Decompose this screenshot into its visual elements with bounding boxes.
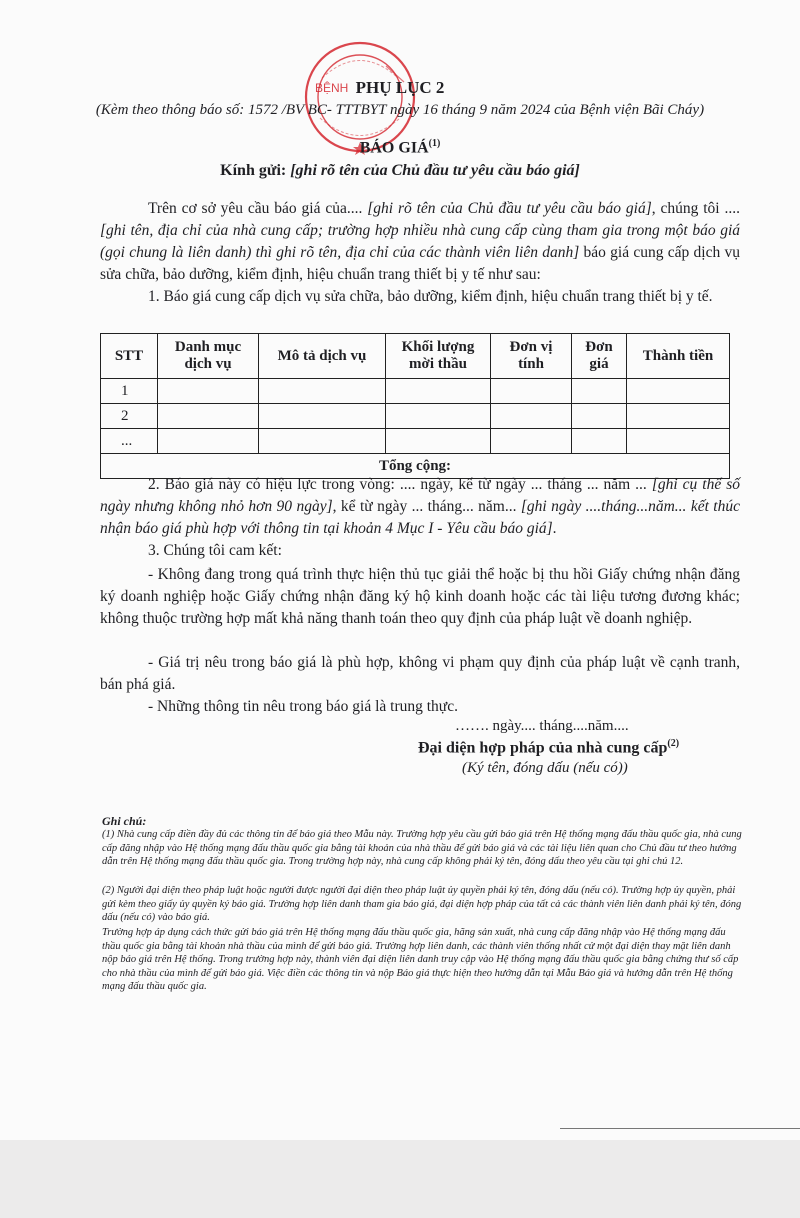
table-cell — [491, 429, 572, 454]
signature-date-line: ……. ngày.... tháng....năm.... — [455, 718, 629, 734]
table-row — [101, 429, 730, 454]
signature-note-mark: (2) — [667, 738, 680, 749]
column-header: Thành tiền — [627, 334, 730, 379]
stamp-text: BỆNH — [315, 81, 349, 95]
table-cell — [386, 404, 491, 429]
table-cell — [572, 429, 627, 454]
commitment-2: - Giá trị nêu trong báo giá là phù hợp, không vi phạm quy định của pháp luật về cạnh tranh, bán phá giá. — [100, 654, 740, 693]
commitment-1: - Không đang trong quá trình thực hiện thủ tục giải thể hoặc bị thu hồi Giấy chứng nhận đăng ký doanh nghiệp hoặc Giấy chứng nhận đăng ký hộ kinh doanh hoặc các tài liệu tương đương khác; không thuộc trường hợp mất khả năng thanh toán theo quy định của pháp luật về doanh nghiệp. — [100, 566, 740, 627]
table-cell — [491, 404, 572, 429]
table-cell — [491, 379, 572, 404]
note-3: Trường hợp áp dụng cách thức gửi báo giá trên Hệ thống mạng đấu thầu quốc gia, hãng sản xuất, nhà cung cấp đăng nhập vào Hệ thống mạng đấu thầu quốc gia bằng tài khoản nhà thầu của mình để gửi báo giá. Trường hợp liên danh, các thành viên thống nhất cử một đại diện thay mặt liên danh nộp báo giá trên Hệ thống. Trong trường hợp này, thành viên đại diện liên danh truy cập vào Hệ thống mạng đấu thầu quốc gia bằng chứng thư số cấp cho nhà thầu của mình để gửi báo giá. Việc điền các thông tin và nộp Báo giá thực hiện theo hướng dẫn tại Mẫu Báo giá và hướng dẫn trên Hệ thống mạng đấu thầu quốc gia. — [102, 927, 739, 992]
validity-text-1: 2. Báo giá này có hiệu lực trong vòng: .... ngày, kể từ ngày ... tháng ... năm ... — [148, 476, 652, 493]
quote-title-text: BÁO GIÁ — [359, 139, 429, 157]
table-cell — [386, 429, 491, 454]
document-subtitle: (Kèm theo thông báo số: 1572 /BV BC- TTTBYT ngày 16 tháng 9 năm 2024 của Bệnh viện Bãi Cháy) — [95, 102, 705, 118]
page-bottom-line — [560, 1128, 800, 1129]
table-row — [101, 404, 730, 429]
recipient-value: [ghi rõ tên của Chủ đầu tư yêu cầu báo giá] — [290, 162, 580, 179]
table-cell-stt: 1 — [101, 379, 158, 404]
table-cell — [572, 379, 627, 404]
column-header: Đơn giá — [572, 334, 627, 379]
table-cell — [572, 404, 627, 429]
recipient-line — [0, 162, 800, 180]
table-cell — [627, 429, 730, 454]
column-header: Danh mục dịch vụ — [158, 334, 259, 379]
column-header: Đơn vị tính — [491, 334, 572, 379]
signature-representative-text: Đại diện hợp pháp của nhà cung cấp — [418, 739, 668, 757]
table-cell — [627, 379, 730, 404]
note-2: (2) Người đại diện theo pháp luật hoặc người được người đại diện theo pháp luật ủy quyền phải ký tên, đóng dấu (nếu có). Trường hợp ủy quyền, phải gửi kèm theo giấy ủy quyền ký báo giá. Trường hợp liên danh tham gia báo giá, đại diện hợp pháp của tất cả các thành viên liên danh phải ký tên, đóng dấu (nếu có) vào báo giá. — [102, 885, 742, 923]
recipient-label: Kính gửi: — [220, 162, 291, 179]
column-header: Mô tả dịch vụ — [259, 334, 386, 379]
table-cell — [158, 429, 259, 454]
intro-text-5: báo giá cung cấp dịch vụ sửa chữa, bảo dưỡng, kiểm định, hiệu chuẩn trang thiết bị y tế như sau: — [100, 244, 740, 283]
table-total-label: Tổng cộng: — [101, 454, 730, 479]
table-cell — [158, 379, 259, 404]
table-row — [101, 379, 730, 404]
intro-text-3: , chúng tôi .... — [651, 200, 740, 217]
commitments-heading: 3. Chúng tôi cam kết: — [148, 542, 282, 559]
validity-text-4: [ghi ngày ....tháng...năm... kết thúc nhận báo giá phù hợp với thông tin tại khoản 4 Mục I - Yêu cầu báo giá] — [100, 498, 740, 537]
commitment-3: - Những thông tin nêu trong báo giá là trung thực. — [148, 698, 458, 715]
table-cell — [259, 379, 386, 404]
notes-heading: Ghi chú: — [102, 814, 147, 828]
table-cell-stt: 2 — [101, 404, 158, 429]
intro-text-4: [ghi tên, địa chỉ của nhà cung cấp; trường hợp nhiều nhà cung cấp cùng tham gia trong một báo giá (gọi chung là liên danh) thì ghi rõ tên, địa chỉ của các thành viên liên danh] — [100, 222, 740, 261]
table-cell — [627, 404, 730, 429]
validity-text-2: [ghi cụ thể số ngày nhưng không nhỏ hơn 90 ngày] — [100, 476, 740, 515]
validity-text-5: . — [552, 520, 557, 537]
signature-instruction: (Ký tên, đóng dấu (nếu có)) — [462, 760, 628, 776]
validity-text-3: , kể từ ngày ... tháng... năm... — [332, 498, 521, 515]
note-1: (1) Nhà cung cấp điền đầy đủ các thông tin để báo giá theo Mẫu này. Trường hợp yêu cầu gửi báo giá trên Hệ thống mạng đấu thầu quốc gia, nhà cung cấp đăng nhập vào Hệ thống mạng đấu thầu quốc gia bằng tài khoản của nhà thầu để gửi báo giá và các tài liệu liên quan cho Chủ đầu tư theo hướng dẫn trên Hệ thống mạng đấu thầu quốc gia. Trong trường hợp này, nhà cung cấp không phải ký tên, đóng dấu theo yêu cầu tại ghi chú 12. — [102, 829, 742, 867]
quote-title — [0, 138, 800, 157]
intro-text-1: Trên cơ sở yêu cầu báo giá của.... — [148, 200, 368, 217]
table-cell — [158, 404, 259, 429]
column-header: Khối lượng mời thầu — [386, 334, 491, 379]
validity-paragraph — [100, 474, 740, 540]
section-1-heading: 1. Báo giá cung cấp dịch vụ sửa chữa, bảo dưỡng, kiểm định, hiệu chuẩn trang thiết bị y tế. — [148, 288, 713, 305]
quote-table — [100, 333, 730, 479]
table-cell-stt: ... — [101, 429, 158, 454]
signature-representative — [418, 738, 679, 757]
intro-text-2: [ghi rõ tên của Chủ đầu tư yêu cầu báo giá] — [367, 200, 652, 217]
quote-note-mark: (1) — [428, 138, 441, 149]
table-cell — [259, 429, 386, 454]
appendix-title: PHỤ LỤC 2 — [355, 78, 445, 97]
table-header-row — [101, 334, 730, 379]
table-cell — [386, 379, 491, 404]
table-cell — [259, 404, 386, 429]
column-header: STT — [101, 334, 158, 379]
intro-paragraph — [100, 198, 740, 286]
